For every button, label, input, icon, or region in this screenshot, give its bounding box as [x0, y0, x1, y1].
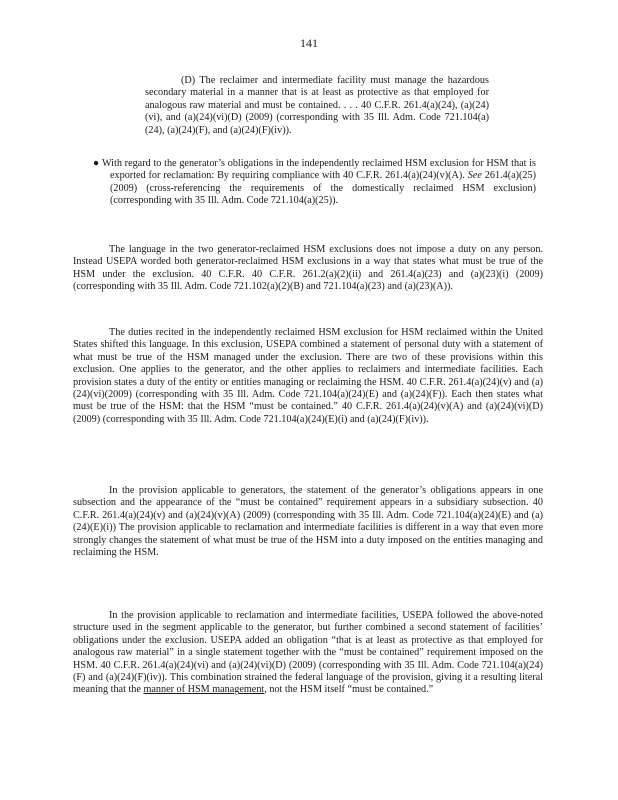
bullet-item — [92, 158, 536, 208]
paragraph-1-text: The language in the two generator-reclaimed HSM exclusions does not impose a duty on any person. Instead USEPA worded both generator-reclaimed HSM exclusions in a way that states what must be true of the HSM under the exclusion. 40 C.F.R. 40 C.F.R. 261.2(a)(2)(ii) and 261.4(a)(23) and (a)(23)(i) (2009) (corresponding with 35 Ill. Adm. Code 721.102(a)(2)(B) and 721.104(a)(23) and (a)(23)(A)). — [73, 244, 543, 293]
see-signal: See — [467, 170, 482, 182]
paragraph-4-text — [73, 610, 543, 697]
paragraph-3-text: In the provision applicable to generators, the statement of the generator’s obligations appears in one subsection and the appearance of the “must be contained” requirement appears in a subsidiary subsection. 40 C.F.R. 261.4(a)(24)(v) and (a)(24)(v)(A) (2009) (corresponding with 35 Ill. Adm. Code 721.104(a)(24)(E) and (a)(24)(E)(i)) The provision applicable to reclamation and intermediate facilities is different in a way that even more strongly changes the statement of what must be true of the HSM into a duty imposed on the entities managing and reclaiming the HSM. — [73, 485, 543, 559]
bullet-marker: ● — [93, 158, 100, 169]
block-quote-text: (D) The reclaimer and intermediate facility must manage the hazardous secondary material in a manner that is at least as protective as that employed for analogous raw material and must be contained. . . . 40 C.F.R. 261.4(a)(24), (a)(24)(vi), and (a)(24)(vi)(D) (2009) (corresponding with 35 Ill. Adm. Code 721.104(a)(24), (a)(24)(F), and (a)(24)(F)(iv)). — [145, 75, 489, 136]
paragraph-4 — [73, 610, 543, 697]
paragraph-2-text: The duties recited in the independently reclaimed HSM exclusion for HSM reclaimed within the United States shifted this language. In this exclusion, USEPA combined a statement of personal duty with a statement of what must be true of the HSM managed under the exclusion. There are two of these provisions within this exclusion. One applies to the generator, and the other applies to reclaimers and intermediate facilities. Each provision states a duty of the entity or entities managing or reclaiming the HSM. 40 C.F.R. 261.4(a)(24)(v) and (a)(24)(vi)(2009) (corresponding with 35 Ill. Adm. Code 721.104(a)(24)(E) and (a)(24)(F)). Each then states what must be true of the HSM: that the HSM “must be contained.” 40 C.F.R. 261.4(a)(24)(v)(A) and (a)(24)(vi)(D) (2009) (corresponding with 35 Ill. Adm. Code 721.104(a)(24)(E)(i) and (a)(24)(F)(iv)). — [73, 327, 543, 425]
paragraph-2 — [73, 327, 543, 426]
paragraph-1 — [73, 244, 543, 294]
paragraph-4-part1: In the provision applicable to reclamation and intermediate facilities, USEPA followed the above-noted structure used in the segment applicable to the generator, but further combined a second statement of facilities’ obligations under the exclusion. USEPA added an obligation “that is at least as protective as that employed for analogous raw material” in a single statement together with the “must be contained” requirement imposed on the HSM. 40 C.F.R. 261.4(a)(24)(vi) and (a)(24)(vi)(D) (2009) (corresponding with 35 Ill. Adm. Code 721.104(a)(24)(F) and (a)(24)(F)(iv)). This combination strained the federal language of the provision, giving it a resulting literal meaning that the — [73, 610, 543, 696]
bullet-text-part2: 261.4(a)(25) (2009) (cross-referencing the requirements of the domestically reclaimed HSM exclusion) (corresponding with 35 Ill. Adm. Code 721.104(a)(25)). — [110, 170, 537, 207]
page-number: 141 — [300, 36, 318, 50]
paragraph-3 — [73, 485, 543, 559]
paragraph-4-part2: , not the HSM itself “must be contained.” — [264, 684, 434, 696]
bullet-text-part1: With regard to the generator’s obligations in the independently reclaimed HSM exclusion for HSM that is exported for reclamation: By requiring compliance with 40 C.F.R. 261.4(a)(24)(v)(A). — [101, 158, 536, 182]
bullet-text — [92, 158, 536, 208]
block-quote — [145, 75, 489, 137]
paragraph-4-underlined: manner of HSM management — [143, 684, 265, 696]
